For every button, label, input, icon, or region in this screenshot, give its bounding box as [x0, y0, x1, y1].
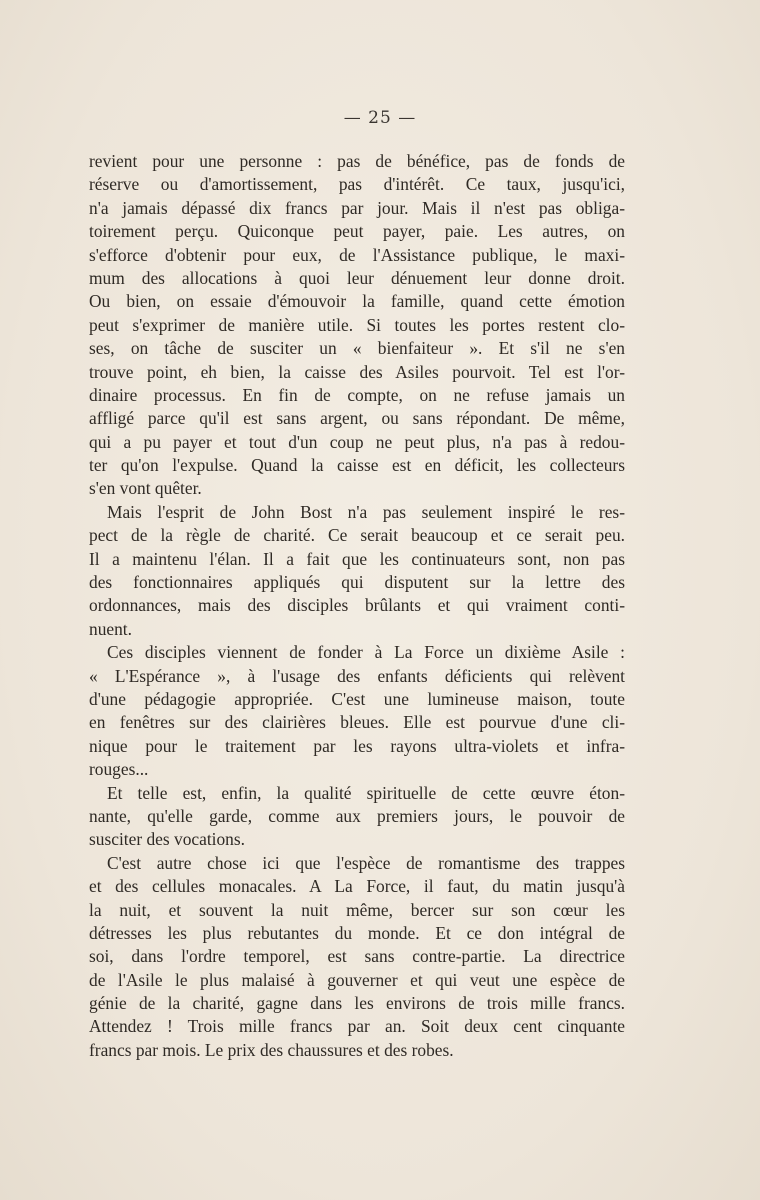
text-line: Attendez ! Trois mille francs par an. Soit deux cent cinquante — [89, 1016, 625, 1037]
text-line: d'une pédagogie appropriée. C'est une lumineuse maison, toute — [89, 688, 625, 709]
text-line: et des cellules monacales. A La Force, il faut, du matin jusqu'à — [89, 876, 625, 897]
text-line: trouve point, eh bien, la caisse des Asiles pourvoit. Tel est l'or- — [89, 361, 625, 382]
text-line: francs par mois. Le prix des chaussures et des robes. — [89, 1039, 454, 1060]
text-line: Ou bien, on essaie d'émouvoir la famille, quand cette émotion — [89, 291, 625, 312]
text-line: revient pour une personne : pas de bénéfice, pas de fonds de — [89, 151, 625, 171]
text-line: ter qu'on l'expulse. Quand la caisse est en déficit, les collecteurs — [89, 455, 625, 476]
text-line: nique pour le traitement par les rayons ultra-violets et infra- — [89, 735, 625, 756]
text-line: qui a pu payer et tout d'un coup ne peut plus, n'a pas à redou- — [89, 431, 625, 452]
text-line: génie de la charité, gagne dans les environs de trois mille francs. — [89, 993, 625, 1014]
text-line: s'en vont quêter. — [89, 478, 202, 499]
text-line: n'a jamais dépassé dix francs par jour. Mais il n'est pas obliga- — [89, 197, 625, 218]
text-line: Mais l'esprit de John Bost n'a pas seulement inspiré le res- — [107, 501, 625, 522]
text-line: nuent. — [89, 618, 132, 639]
text-line: toirement perçu. Quiconque peut payer, paie. Les autres, on — [89, 221, 625, 242]
text-line: s'efforce d'obtenir pour eux, de l'Assistance publique, le maxi- — [89, 244, 625, 265]
text-line: affligé parce qu'il est sans argent, ou sans répondant. De même, — [89, 408, 625, 429]
page-number: — 25 — — [343, 108, 417, 128]
text-line: ses, on tâche de susciter un « bienfaiteur ». Et s'il ne s'en — [89, 338, 625, 359]
text-line: C'est autre chose ici que l'espèce de romantisme des trappes — [107, 852, 625, 873]
text-line: peut s'exprimer de manière utile. Si toutes les portes restent clo- — [89, 314, 625, 335]
text-line: mum des allocations à quoi leur dénuement leur donne droit. — [89, 267, 625, 288]
text-line: des fonctionnaires appliqués qui disputent sur la lettre des — [89, 572, 625, 593]
text-line: réserve ou d'amortissement, pas d'intérêt. Ce taux, jusqu'ici, — [89, 174, 625, 195]
text-line: susciter des vocations. — [89, 829, 245, 850]
text-line: dinaire processus. En fin de compte, on ne refuse jamais un — [89, 384, 625, 405]
text-line: Il a maintenu l'élan. Il a fait que les continuateurs sont, non pas — [89, 548, 625, 569]
text-line: la nuit, et souvent la nuit même, bercer sur son cœur les — [89, 899, 625, 920]
text-line: nante, qu'elle garde, comme aux premiers jours, le pouvoir de — [89, 805, 625, 826]
text-line: détresses les plus rebutantes du monde. Et ce don intégral de — [89, 922, 625, 943]
text-line: Et telle est, enfin, la qualité spirituelle de cette œuvre éton- — [107, 782, 625, 803]
text-line: pect de la règle de charité. Ce serait beaucoup et ce serait peu. — [89, 525, 625, 546]
body-text — [89, 150, 625, 1062]
text-line: « L'Espérance », à l'usage des enfants déficients qui relèvent — [89, 665, 625, 686]
text-line: Ces disciples viennent de fonder à La Force un dixième Asile : — [107, 642, 625, 663]
text-line: ordonnances, mais des disciples brûlants et qui vraiment conti- — [89, 595, 625, 616]
text-line: de l'Asile le plus malaisé à gouverner et qui veut une espèce de — [89, 969, 625, 990]
text-line: rouges... — [89, 759, 149, 780]
text-line: soi, dans l'ordre temporel, est sans contre-partie. La directrice — [89, 946, 625, 967]
text-line: en fenêtres sur des clairières bleues. Elle est pourvue d'une cli- — [89, 712, 625, 733]
